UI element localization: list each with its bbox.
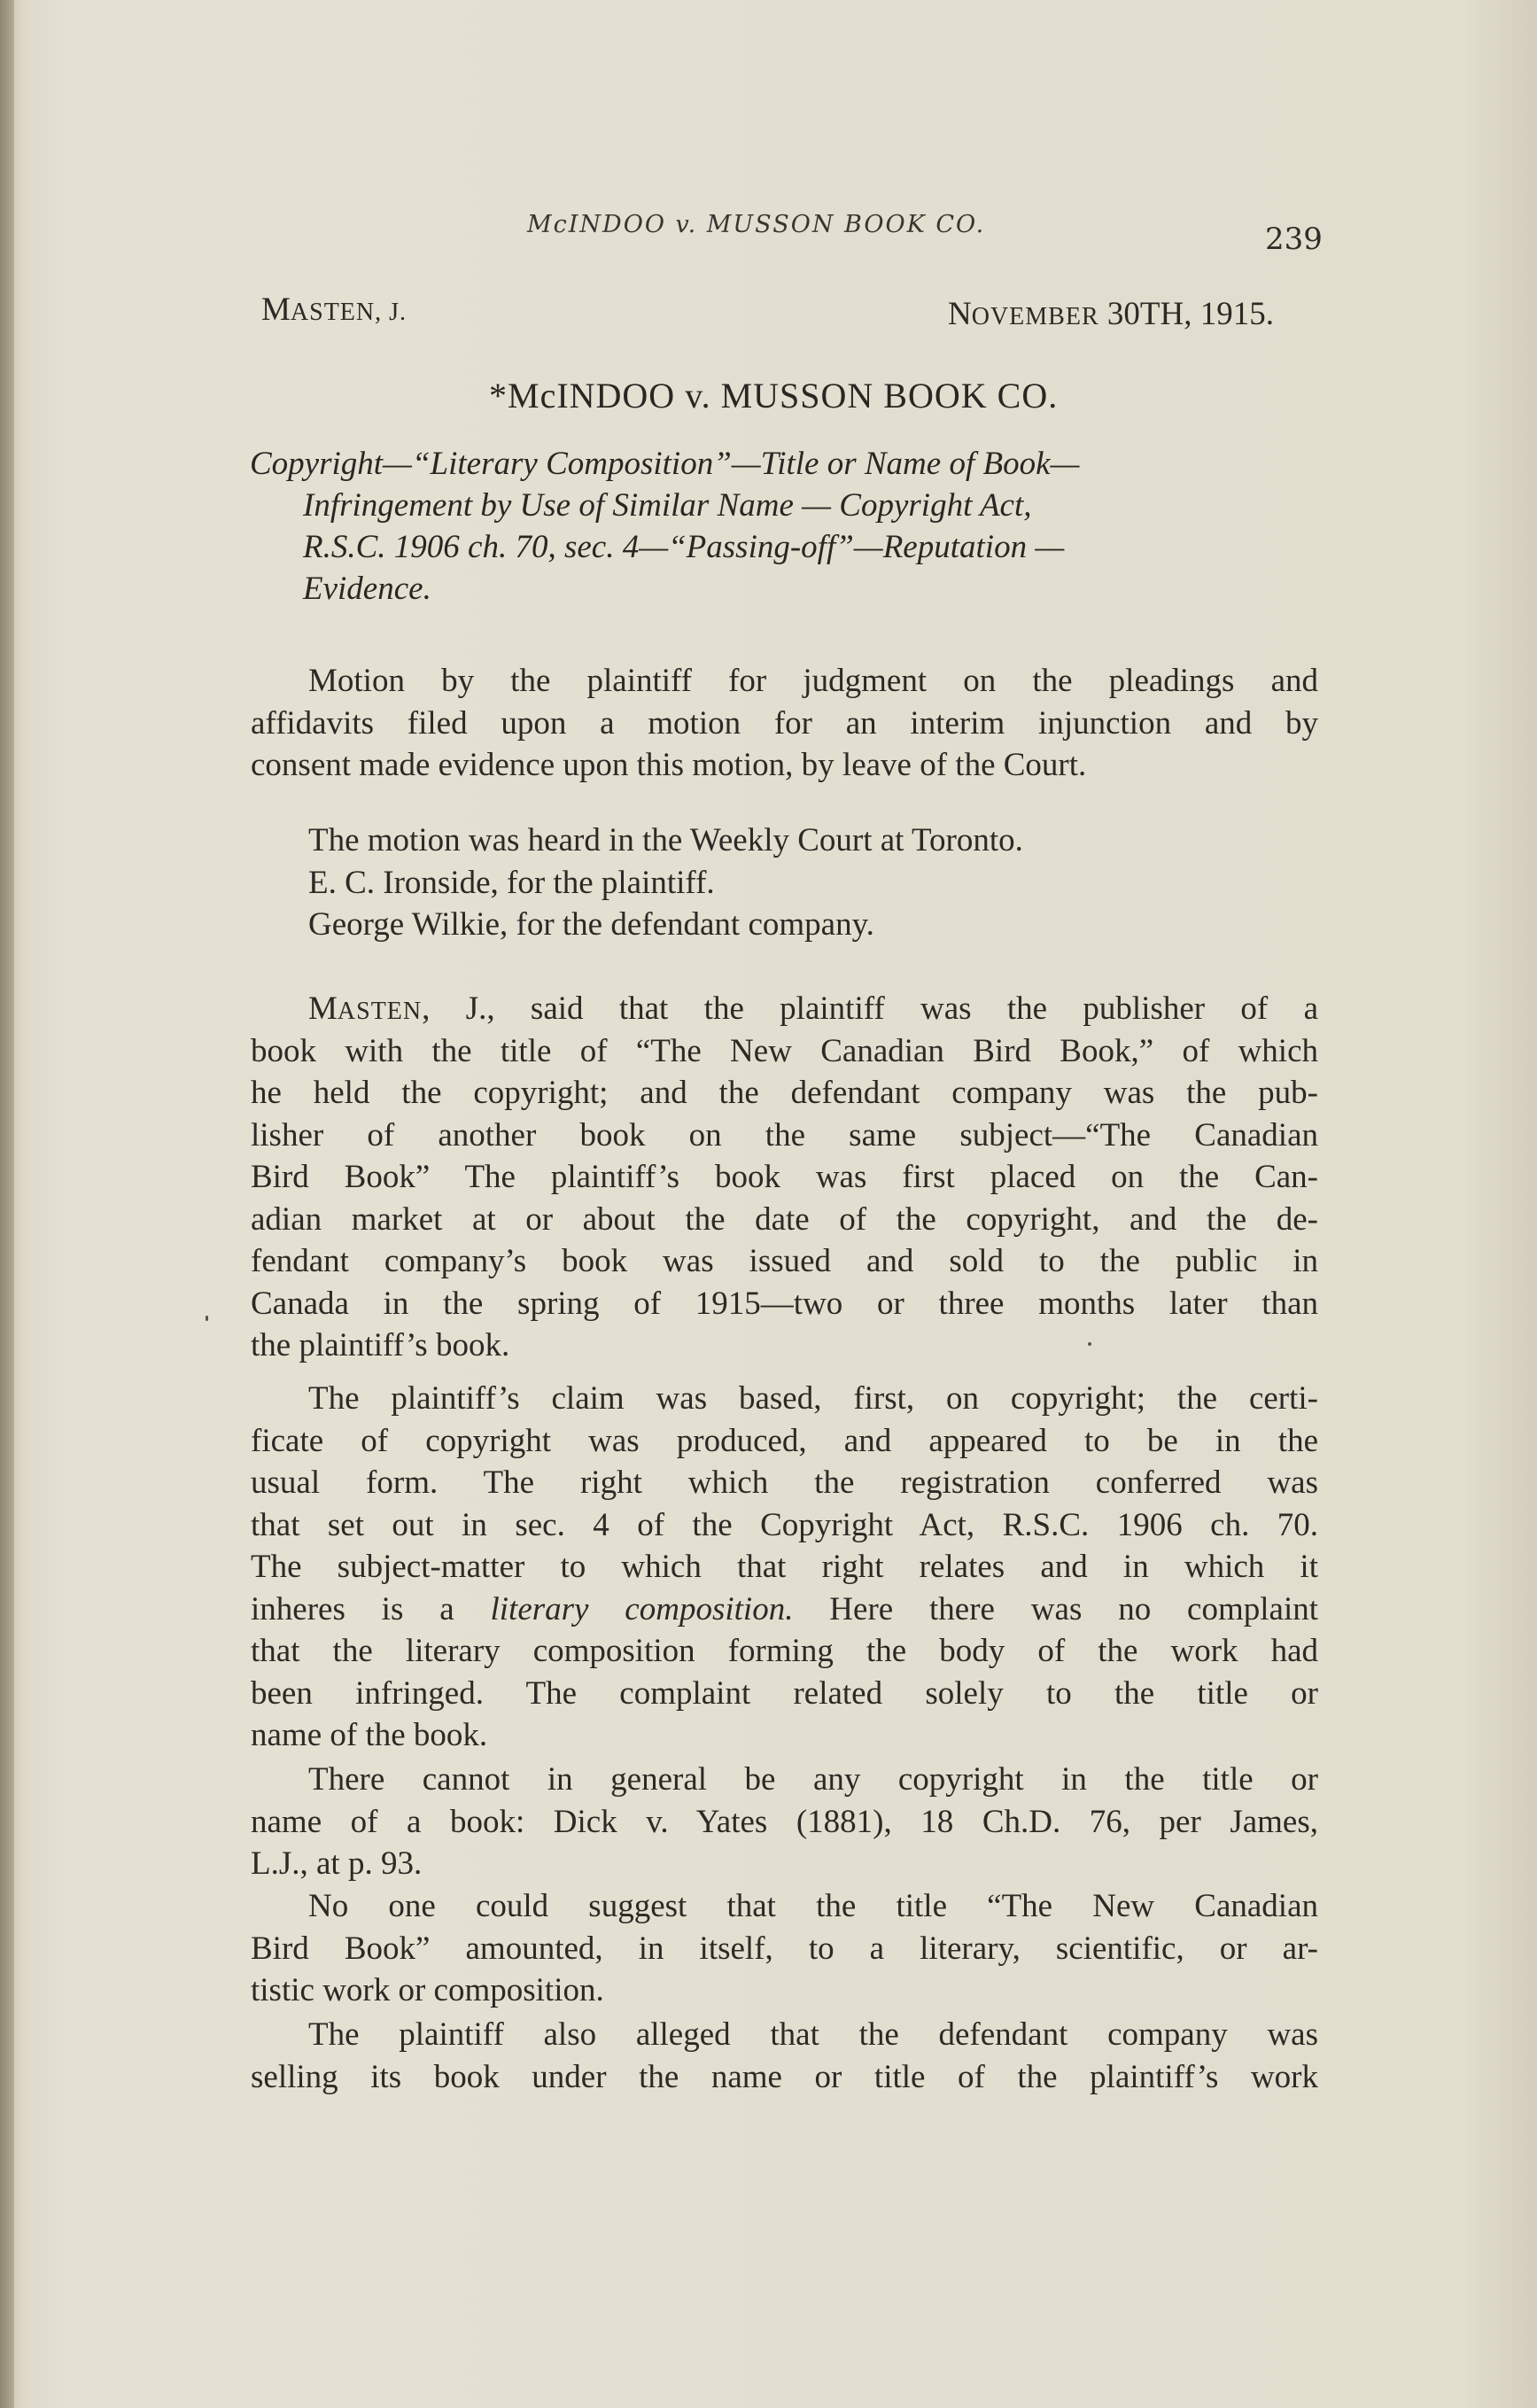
page-binding-edge — [0, 0, 14, 2408]
text-line: The subject-matter to which that right relates and in which it — [251, 1549, 1318, 1585]
text-line: The plaintiff also alleged that the defendant company was — [308, 2016, 1318, 2053]
text-line: he held the copyright; and the defendant company was the pub- — [251, 1075, 1318, 1111]
text-line: ficate of copyright was produced, and appeared to be in the — [251, 1422, 1318, 1459]
text-line: that the literary composition forming the body of the work had — [251, 1633, 1318, 1669]
headnote-line: Evidence. — [303, 571, 431, 607]
text-line: lisher of another book on the same subject—“The Canadian — [251, 1116, 1318, 1154]
text-line: inheres is a literary composition. Here there was no complaint — [251, 1590, 1318, 1627]
paragraph-motion — [251, 660, 1318, 787]
paragraph-hearing — [251, 819, 1318, 946]
paragraph-claim — [251, 1378, 1318, 1757]
text-line: usual form. The right which the registration conferred was — [251, 1464, 1318, 1501]
decision-date: NOVEMBER 30TH, 1915. — [948, 296, 1274, 332]
ink-speck — [1088, 1342, 1091, 1346]
text-line: name of the book. — [251, 1717, 488, 1753]
headnote-line: Infringement by Use of Similar Name — Copyright Act, — [303, 487, 1032, 524]
text-line: consent made evidence upon this motion, by leave of the Court. — [251, 747, 1087, 783]
text-line: Bird Book” The plaintiff’s book was first placed on the Can- — [251, 1159, 1318, 1195]
text-line: Bird Book” amounted, in itself, to a literary, scientific, or ar- — [251, 1930, 1318, 1967]
text-line: selling its book under the name or title of the plaintiff’s work — [251, 2058, 1318, 2095]
running-head: McINDOO v. MUSSON BOOK CO. — [527, 211, 986, 238]
case-title: *McINDOO v. MUSSON BOOK CO. — [489, 376, 1059, 416]
paragraph-judgment-opening — [251, 988, 1318, 1367]
text-line: fendant company’s book was issued and sold to the public in — [251, 1243, 1318, 1279]
text-line: Canada in the spring of 1915—two or three months later than — [251, 1285, 1318, 1322]
text-line: No one could suggest that the title “The New Canadian — [308, 1888, 1318, 1924]
text-line: The plaintiff’s claim was based, first, on copyright; the certi- — [308, 1380, 1318, 1417]
paragraph-no-one — [251, 1885, 1318, 2012]
text-line: Motion by the plaintiff for judgment on the pleadings and — [308, 663, 1318, 699]
judge-name: MASTEN, J. — [261, 291, 408, 328]
paragraph-also-alleged — [251, 2014, 1318, 2098]
text-line: MASTEN, J., said that the plaintiff was the publisher of a — [308, 990, 1318, 1027]
text-line: that set out in sec. 4 of the Copyright Act, R.S.C. 1906 ch. 70. — [251, 1506, 1318, 1543]
text-line: tistic work or composition. — [251, 1972, 604, 2008]
headnote-line: Copyright—“Literary Composition”—Title or Name of Book— — [250, 446, 1080, 482]
text-line: been infringed. The complaint related solely to the title or — [251, 1674, 1318, 1712]
text-line: name of a book: Dick v. Yates (1881), 18 Ch.D. 76, per James, — [251, 1803, 1318, 1840]
text-line: affidavits filed upon a motion for an interim injunction and by — [251, 704, 1318, 742]
paragraph-no-copyright — [251, 1759, 1318, 1885]
headnote-line: R.S.C. 1906 ch. 70, sec. 4—“Passing-off”—Reputation — — [303, 529, 1065, 565]
text-line: L.J., at p. 93. — [251, 1845, 423, 1882]
headnote — [250, 443, 1317, 610]
text-line: The motion was heard in the Weekly Court at Toronto. — [308, 822, 1023, 858]
counsel-defendant: George Wilkie, for the defendant company. — [308, 906, 874, 943]
page-number: 239 — [1265, 221, 1323, 257]
text-line: There cannot in general be any copyright in the title or — [308, 1761, 1318, 1798]
text-line: adian market at or about the date of the copyright, and the de- — [251, 1200, 1318, 1238]
ink-speck — [206, 1316, 208, 1321]
text-line: the plaintiff’s book. — [251, 1327, 510, 1363]
counsel-plaintiff: E. C. Ironside, for the plaintiff. — [308, 864, 715, 901]
text-line: book with the title of “The New Canadian Bird Book,” of which — [251, 1032, 1318, 1069]
